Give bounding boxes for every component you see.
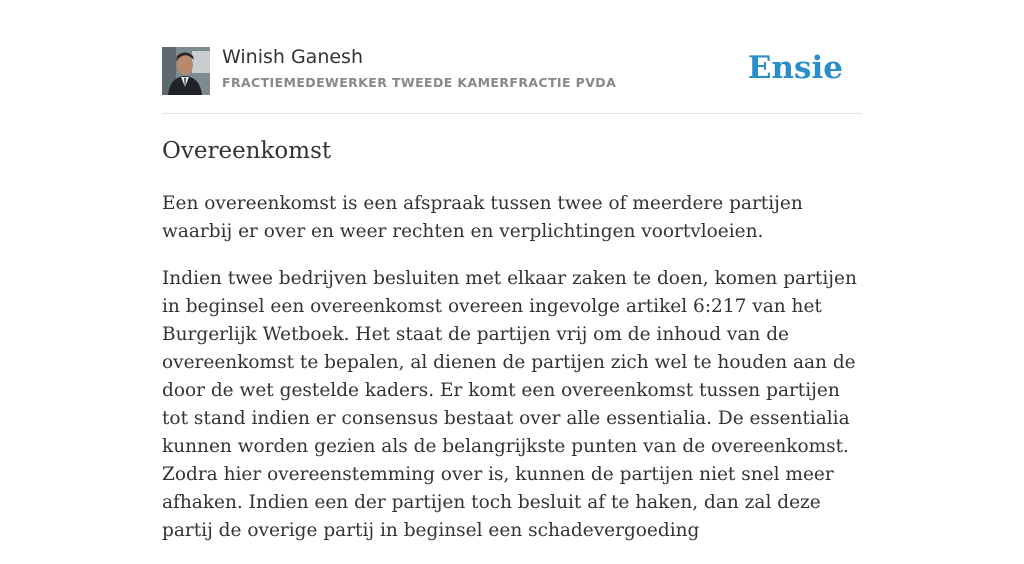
ensie-logo[interactable]: Ensie xyxy=(747,50,843,86)
article-header xyxy=(162,46,862,96)
article-body xyxy=(162,190,867,564)
article-paragraph: Een overeenkomst is een afspraak tussen twee of meerdere partijen waarbij er over en weer rechten en verplichtingen voortvloeien. xyxy=(162,193,803,242)
author-name[interactable]: Winish Ganesh xyxy=(222,46,363,68)
author-avatar[interactable] xyxy=(162,47,210,95)
header-divider xyxy=(162,113,862,114)
author-role: FRACTIEMEDEWERKER TWEEDE KAMERFRACTIE PVDA xyxy=(222,75,617,90)
person-avatar-icon xyxy=(162,47,210,95)
article-paragraph: Indien twee bedrijven besluiten met elkaar zaken te doen, komen partijen in beginsel een overeenkomst overeen ingevolge artikel 6:217 van het Burgerlijk Wetboek. Het staat de partijen vrij om de inhoud van de overeenkomst te bepalen, al dienen de partijen zich wel te houden aan de door de wet gestelde kaders. Er komt een overeenkomst tussen partijen tot stand indien er consensus bestaat over alle essentialia. De essentialia kunnen worden gezien als de belangrijkste punten van de overeenkomst. Zodra hier overeenstemming over is, kunnen de partijen niet snel meer afhaken. Indien een der partijen toch besluit af te haken, dan zal deze partij de overige partij in beginsel een schadevergoeding xyxy=(162,268,857,541)
article-title: Overeenkomst xyxy=(162,138,332,164)
